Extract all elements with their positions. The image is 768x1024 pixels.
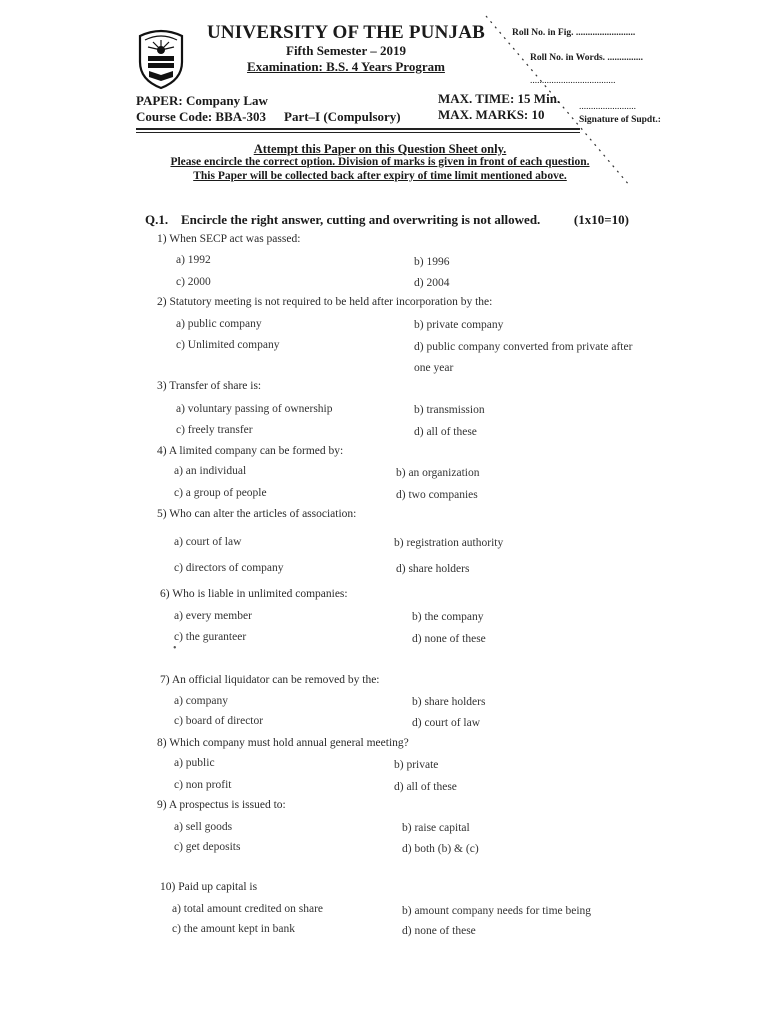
roll-number-words-field[interactable]: Roll No. in Words. ...............: [530, 53, 644, 63]
header-divider-thin: [136, 132, 580, 133]
mcq-option[interactable]: c) non profit: [174, 779, 232, 791]
course-code: Course Code: BBA-303: [136, 109, 266, 124]
mcq-option[interactable]: d) none of these: [412, 633, 486, 645]
signature-label: Signature of Supdt.:: [579, 115, 661, 125]
mcq-option[interactable]: d) two companies: [396, 489, 478, 501]
question-number: Q.1.: [145, 212, 169, 227]
question-heading: [145, 212, 635, 228]
mcq-option[interactable]: c) the guranteer: [174, 631, 247, 643]
header-divider: [136, 128, 580, 130]
mcq-option[interactable]: a) every member: [174, 610, 252, 622]
mcq-option[interactable]: c) directors of company: [174, 562, 284, 574]
mcq-option[interactable]: b) private: [394, 759, 439, 771]
roll-number-figure-field[interactable]: Roll No. in Fig. .........................: [512, 28, 636, 38]
course-code-row: [136, 109, 401, 125]
instruction-2: Please encircle the correct option. Division of marks is given in front of each question.: [170, 156, 590, 168]
paper-name: PAPER: Company Law: [136, 93, 268, 108]
mcq-option-continuation: one year: [414, 362, 454, 374]
mcq-question: 4) A limited company can be formed by:: [157, 445, 344, 457]
question-text: Encircle the right answer, cutting and overwriting is not allowed.: [181, 212, 541, 227]
mcq-option[interactable]: a) court of law: [174, 536, 242, 548]
mcq-option[interactable]: b) 1996: [414, 256, 450, 268]
mcq-option[interactable]: c) Unlimited company: [176, 339, 280, 351]
paper-info: [136, 93, 401, 125]
mcq-option[interactable]: a) public company: [176, 318, 262, 330]
mcq-option[interactable]: a) an individual: [174, 465, 247, 477]
mcq-question: 8) Which company must hold annual general meeting?: [157, 737, 409, 749]
university-title: UNIVERSITY OF THE PUNJAB: [206, 22, 486, 43]
question-marks: (1x10=10): [573, 212, 629, 227]
mcq-option[interactable]: d) all of these: [414, 426, 477, 438]
examination-title: Examination: B.S. 4 Years Program: [247, 59, 445, 74]
mcq-option[interactable]: c) a group of people: [174, 487, 267, 499]
max-marks: MAX. MARKS: 10: [438, 107, 545, 122]
mcq-option[interactable]: c) get deposits: [174, 841, 241, 853]
mcq-question: 5) Who can alter the articles of association:: [157, 508, 357, 520]
mcq-option[interactable]: b) transmission: [414, 404, 485, 416]
mcq-option[interactable]: d) 2004: [414, 277, 450, 289]
mcq-option[interactable]: c) freely transfer: [176, 424, 253, 436]
max-time: MAX. TIME: 15 Min.: [438, 91, 561, 106]
mcq-question: 7) An official liquidator can be removed by the:: [160, 674, 380, 686]
mcq-option[interactable]: a) voluntary passing of ownership: [176, 403, 333, 415]
mcq-option[interactable]: a) total amount credited on share: [172, 903, 324, 915]
mcq-option[interactable]: d) court of law: [412, 717, 481, 729]
mcq-option[interactable]: b) registration authority: [394, 537, 504, 549]
university-crest-icon: [136, 28, 186, 90]
mcq-option[interactable]: d) both (b) & (c): [402, 843, 479, 855]
mcq-option[interactable]: b) an organization: [396, 467, 480, 479]
mcq-option[interactable]: c) 2000: [176, 276, 211, 288]
mcq-question: 10) Paid up capital is: [160, 881, 258, 893]
stray-mark: •: [173, 643, 177, 654]
paper-part: Part–I (Compulsory): [284, 109, 401, 124]
mcq-option[interactable]: b) amount company needs for time being: [402, 905, 592, 917]
mcq-option[interactable]: a) public: [174, 757, 215, 769]
mcq-option[interactable]: c) the amount kept in bank: [172, 923, 295, 935]
mcq-option[interactable]: c) board of director: [174, 715, 264, 727]
mcq-option[interactable]: d) public company converted from private after: [414, 341, 633, 353]
mcq-option[interactable]: b) share holders: [412, 696, 486, 708]
mcq-question: 6) Who is liable in unlimited companies:: [160, 588, 348, 600]
mcq-option[interactable]: b) raise capital: [402, 822, 470, 834]
mcq-option[interactable]: d) share holders: [396, 563, 470, 575]
roll-number-blank-line[interactable]: ....................................: [530, 76, 616, 86]
mcq-option[interactable]: d) all of these: [394, 781, 457, 793]
mcq-question: 9) A prospectus is issued to:: [157, 799, 286, 811]
mcq-option[interactable]: a) company: [174, 695, 228, 707]
mcq-option[interactable]: a) sell goods: [174, 821, 233, 833]
instruction-1: Attempt this Paper on this Question Sheet only.: [253, 142, 507, 156]
mcq-option[interactable]: b) the company: [412, 611, 484, 623]
mcq-option[interactable]: b) private company: [414, 319, 504, 331]
mcq-option[interactable]: d) none of these: [402, 925, 476, 937]
paper-limits: [438, 91, 560, 123]
mcq-question: 3) Transfer of share is:: [157, 380, 262, 392]
signature-blank-line[interactable]: ........................: [579, 102, 636, 112]
instruction-3: This Paper will be collected back after expiry of time limit mentioned above.: [193, 170, 567, 182]
mcq-question: 1) When SECP act was passed:: [157, 233, 301, 245]
mcq-question: 2) Statutory meeting is not required to be held after incorporation by the:: [157, 296, 493, 308]
mcq-option[interactable]: a) 1992: [176, 254, 211, 266]
semester-title: Fifth Semester – 2019: [286, 43, 406, 58]
